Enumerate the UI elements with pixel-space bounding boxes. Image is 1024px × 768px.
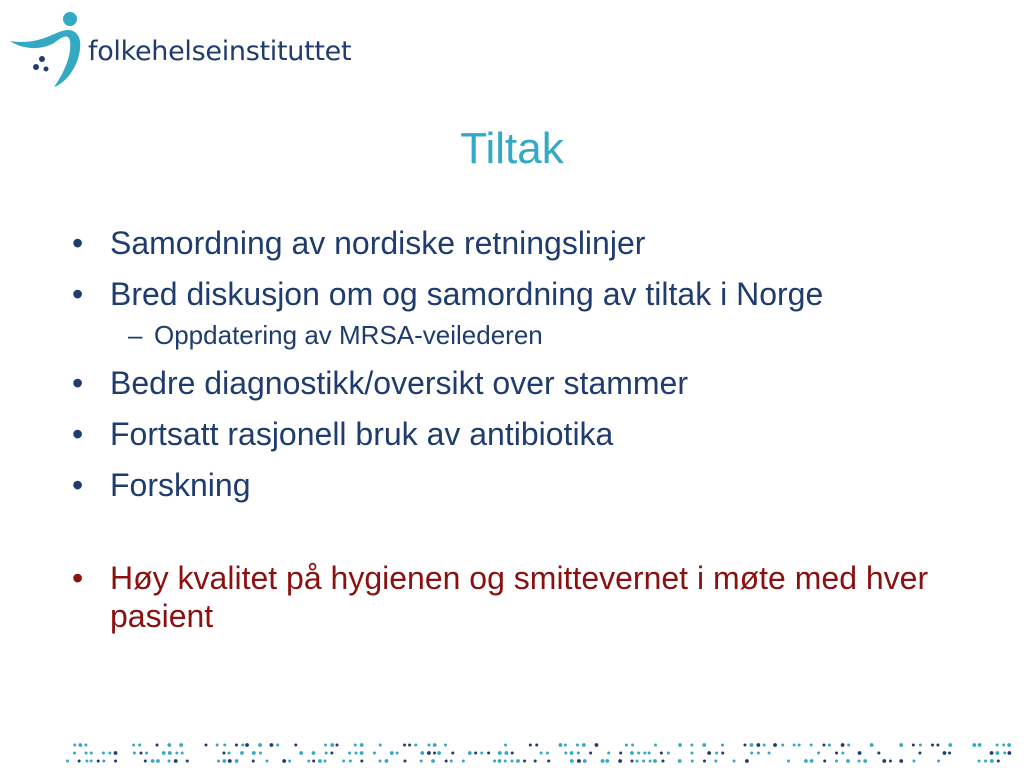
decorative-dot bbox=[601, 759, 605, 763]
decorative-dot bbox=[228, 752, 231, 755]
decorative-dot bbox=[931, 744, 934, 747]
decorative-dot bbox=[642, 760, 645, 763]
decorative-dot bbox=[66, 760, 69, 763]
decorative-dot bbox=[487, 752, 490, 755]
decorative-dot bbox=[643, 752, 646, 755]
decorative-dot bbox=[360, 751, 364, 755]
decorative-dot bbox=[678, 759, 682, 763]
decorative-dot bbox=[841, 743, 845, 747]
decorative-dot bbox=[258, 743, 262, 747]
decorative-dot bbox=[817, 752, 820, 755]
decorative-dot bbox=[1007, 743, 1011, 747]
decorative-dot bbox=[972, 743, 976, 747]
decorative-dot bbox=[750, 743, 754, 747]
decorative-dot bbox=[324, 744, 327, 747]
decorative-dot bbox=[330, 752, 333, 755]
decorative-dot bbox=[444, 744, 447, 747]
decorative-dot bbox=[102, 752, 105, 755]
decorative-dot bbox=[175, 752, 178, 755]
decorative-dot bbox=[145, 752, 148, 755]
decorative-dot bbox=[715, 752, 718, 755]
decorative-dot bbox=[605, 759, 609, 763]
decorative-dot bbox=[276, 744, 279, 747]
decorative-dot bbox=[181, 752, 184, 755]
decorative-dot bbox=[535, 744, 538, 747]
decorative-dot bbox=[763, 744, 766, 747]
decorative-dot bbox=[936, 744, 939, 747]
decorative-dot bbox=[348, 752, 351, 755]
decorative-dot bbox=[899, 743, 903, 747]
decorative-dot bbox=[721, 744, 724, 747]
decorative-dot bbox=[108, 752, 111, 755]
decorative-dot bbox=[703, 760, 706, 763]
decorative-dot bbox=[138, 744, 141, 747]
decorative-dot bbox=[396, 752, 399, 755]
bullet-item: • Forskning bbox=[72, 466, 1012, 504]
decorative-dot bbox=[498, 751, 502, 755]
decorative-dot bbox=[504, 744, 507, 747]
logo-figure-icon bbox=[6, 11, 82, 89]
decorative-dot bbox=[745, 759, 749, 763]
decorative-dot bbox=[997, 760, 1000, 763]
decorative-dot bbox=[403, 760, 406, 763]
decorative-dot bbox=[288, 760, 291, 763]
decorative-dot bbox=[918, 752, 921, 755]
decorative-dot bbox=[403, 744, 406, 747]
decorative-dot bbox=[863, 759, 867, 763]
decorative-dot bbox=[948, 743, 952, 747]
decorative-dot bbox=[462, 760, 465, 763]
decorative-dot bbox=[445, 760, 448, 763]
decorative-dot bbox=[162, 751, 166, 755]
decorative-dot bbox=[798, 744, 801, 747]
decorative-dot bbox=[750, 752, 753, 755]
decorative-dot bbox=[630, 760, 633, 763]
decorative-dot bbox=[132, 744, 135, 747]
decorative-dot bbox=[721, 752, 724, 755]
decorative-dot bbox=[228, 759, 232, 763]
decorative-dot bbox=[385, 759, 389, 763]
decorative-dot bbox=[433, 743, 437, 747]
decorative-dot bbox=[990, 751, 994, 755]
decorative-dot bbox=[582, 743, 586, 747]
decorative-dot bbox=[480, 752, 483, 755]
decorative-dot bbox=[630, 751, 634, 755]
decorative-dot bbox=[504, 751, 508, 755]
decorative-dot bbox=[133, 752, 136, 755]
decorative-dot bbox=[1002, 744, 1005, 747]
decorative-dot bbox=[714, 760, 717, 763]
decorative-dot bbox=[618, 759, 622, 763]
decorative-dot bbox=[835, 760, 838, 763]
decorative-dot bbox=[529, 744, 532, 747]
decorative-dot bbox=[259, 752, 262, 755]
decorative-dot bbox=[204, 744, 207, 747]
decorative-dot bbox=[312, 751, 316, 755]
decorative-dot bbox=[1003, 752, 1006, 755]
decorative-dot bbox=[102, 760, 105, 763]
decorative-dot bbox=[85, 760, 88, 763]
decorative-dot bbox=[168, 751, 172, 755]
decorative-dot bbox=[534, 760, 537, 763]
decorative-dot bbox=[570, 751, 574, 755]
decorative-dot bbox=[810, 744, 813, 747]
decorative-dot bbox=[139, 752, 142, 755]
decorative-dot bbox=[330, 743, 334, 747]
decorative-dot bbox=[702, 743, 706, 747]
decorative-dot bbox=[877, 752, 880, 755]
decorative-dot bbox=[252, 760, 255, 763]
decorative-dot bbox=[559, 743, 563, 747]
decorative-dot bbox=[607, 752, 610, 755]
decorative-dot bbox=[570, 759, 574, 763]
decorative-dot bbox=[667, 752, 670, 755]
decorative-dot bbox=[324, 760, 327, 763]
decorative-dot bbox=[114, 760, 117, 763]
decorative-dot bbox=[653, 759, 657, 763]
decorative-dot bbox=[349, 760, 352, 763]
decorative-dot bbox=[222, 752, 225, 755]
decorative-dot bbox=[595, 743, 599, 747]
decorative-dot bbox=[577, 752, 580, 755]
slide-title: Tiltak bbox=[460, 124, 564, 173]
decorative-dot bbox=[822, 744, 825, 747]
decorative-dot bbox=[282, 759, 286, 763]
decorative-dot bbox=[90, 760, 93, 763]
decorative-dot bbox=[733, 760, 736, 763]
decorative-dot bbox=[637, 752, 640, 755]
decorative-dot bbox=[636, 760, 639, 763]
decorative-dot bbox=[168, 760, 171, 763]
decorative-dot bbox=[73, 744, 76, 747]
decorative-dot bbox=[589, 752, 592, 755]
decorative-dot bbox=[90, 752, 93, 755]
decorative-dot bbox=[265, 760, 268, 763]
decorative-dot bbox=[564, 744, 567, 747]
decorative-dot bbox=[804, 759, 808, 763]
decorative-dot bbox=[235, 744, 238, 747]
decorative-dot bbox=[990, 759, 994, 763]
decorative-dot bbox=[174, 759, 178, 763]
decorative-dot bbox=[516, 759, 520, 763]
decorative-dot bbox=[504, 760, 507, 763]
decorative-dot bbox=[661, 760, 664, 763]
decorative-dot bbox=[114, 751, 118, 755]
decorative-dot bbox=[756, 743, 760, 747]
bullet-item: • Fortsatt rasjonell bruk av antibiotika bbox=[72, 415, 1012, 453]
decorative-dot bbox=[523, 760, 526, 763]
decorative-dot bbox=[757, 752, 760, 755]
decorative-dot bbox=[619, 752, 622, 755]
decorative-dot bbox=[1007, 751, 1011, 755]
decorative-dot bbox=[378, 760, 381, 763]
decorative-dot bbox=[78, 760, 81, 763]
spacer bbox=[72, 517, 1012, 559]
decorative-dot bbox=[511, 752, 514, 755]
decorative-dot bbox=[451, 752, 454, 755]
decorative-dot bbox=[943, 751, 947, 755]
decorative-dot bbox=[498, 759, 502, 763]
decorative-dot bbox=[564, 752, 567, 755]
decorative-dot bbox=[858, 751, 862, 755]
decorative-dot bbox=[241, 744, 244, 747]
decorative-dot bbox=[835, 752, 838, 755]
decorative-dot bbox=[678, 743, 682, 747]
decorative-dot bbox=[186, 760, 189, 763]
decorative-dot bbox=[889, 760, 892, 763]
decorative-dot bbox=[414, 744, 417, 747]
decorative-dot bbox=[649, 760, 652, 763]
decorative-dot bbox=[912, 744, 915, 747]
decorative-dot bbox=[841, 752, 844, 755]
decorative-dot bbox=[781, 744, 784, 747]
decorative-dot bbox=[167, 743, 171, 747]
decorative-dot bbox=[360, 760, 363, 763]
decorative-dot bbox=[948, 752, 951, 755]
decorative-dot bbox=[216, 744, 219, 747]
decorative-dot bbox=[299, 751, 303, 755]
decorative-dot bbox=[390, 751, 394, 755]
decorative-dot bbox=[85, 752, 88, 755]
decorative-dot bbox=[252, 751, 256, 755]
decorative-dot bbox=[325, 752, 328, 755]
decorative-dot bbox=[420, 751, 424, 755]
decorative-dot bbox=[690, 752, 693, 755]
decorative-dot bbox=[858, 760, 861, 763]
decorative-dot bbox=[318, 759, 322, 763]
decorative-dot bbox=[427, 751, 431, 755]
decorative-dot bbox=[810, 759, 814, 763]
sub-bullet-item: – Oppdatering av MRSA-veilederen bbox=[72, 320, 1012, 350]
decorative-dot bbox=[245, 743, 249, 747]
decorative-dot bbox=[420, 760, 423, 763]
decorative-dot bbox=[547, 760, 550, 763]
decorative-dot bbox=[493, 760, 496, 763]
decorative-dot bbox=[97, 760, 100, 763]
decorative-dot bbox=[978, 760, 981, 763]
decorative-dot bbox=[660, 752, 663, 755]
decorative-dot bbox=[179, 743, 183, 747]
decorative-dot bbox=[828, 744, 831, 747]
decorative-dot bbox=[433, 752, 436, 755]
decorative-dot bbox=[450, 760, 453, 763]
decorative-dot bbox=[73, 752, 76, 755]
decorative-dot bbox=[240, 751, 244, 755]
decorative-dot bbox=[379, 744, 382, 747]
decorative-dot bbox=[546, 752, 549, 755]
decorative-dot bbox=[427, 744, 430, 747]
decorative-dot bbox=[768, 752, 771, 755]
decorative-dot bbox=[235, 759, 239, 763]
decorative-dot bbox=[773, 743, 777, 747]
decorative-dot bbox=[156, 759, 160, 763]
decorative-dot bbox=[787, 760, 790, 763]
decorative-dot bbox=[899, 759, 903, 763]
decorative-dot bbox=[996, 744, 999, 747]
decorative-dot bbox=[270, 743, 274, 747]
decorative-dot bbox=[919, 744, 922, 747]
decorative-dot bbox=[511, 760, 514, 763]
logo-text: folkehelseinstituttet bbox=[88, 35, 352, 67]
decorative-dot bbox=[78, 743, 82, 747]
decorative-dot bbox=[307, 760, 310, 763]
decorative-dot bbox=[360, 743, 364, 747]
decorative-dot bbox=[223, 744, 226, 747]
decorative-dot bbox=[408, 744, 411, 747]
decorative-dot bbox=[631, 744, 634, 747]
decorative-dot bbox=[84, 744, 87, 747]
decorative-dot bbox=[576, 744, 579, 747]
decorative-dot bbox=[648, 752, 651, 755]
decorative-dot bbox=[978, 743, 982, 747]
decorative-dot bbox=[217, 760, 220, 763]
decorative-dot bbox=[996, 751, 1000, 755]
decorative-dot bbox=[312, 760, 315, 763]
decorative-dot bbox=[937, 760, 940, 763]
decorative-dot bbox=[744, 744, 747, 747]
decorative-dot bbox=[793, 744, 796, 747]
decorative-dot bbox=[468, 751, 472, 755]
decorative-dot bbox=[846, 759, 850, 763]
decorative-dot bbox=[474, 752, 477, 755]
decorative-dot bbox=[144, 760, 147, 763]
decorative-dot bbox=[373, 752, 376, 755]
bullet-item: • Bedre diagnostikk/oversikt over stammer bbox=[72, 364, 1012, 402]
decorative-dot-pattern bbox=[64, 740, 1024, 766]
bullet-item: • Samordning av nordiske retningslinjer bbox=[72, 224, 1012, 262]
decorative-dot bbox=[156, 744, 159, 747]
decorative-dot bbox=[823, 760, 826, 763]
decorative-dot bbox=[984, 760, 987, 763]
logo bbox=[6, 10, 351, 90]
decorative-dot bbox=[336, 744, 339, 747]
decorative-dot bbox=[690, 744, 693, 747]
highlight-bullet-item: • Høy kvalitet på hygienen og smittevernet i møte med hver pasient bbox=[72, 559, 1012, 635]
decorative-dot bbox=[707, 751, 711, 755]
decorative-dot bbox=[870, 743, 874, 747]
decorative-dot bbox=[222, 759, 226, 763]
decorative-dot bbox=[583, 759, 587, 763]
decorative-dot bbox=[691, 760, 694, 763]
bullet-item: • Bred diskusjon om og samordning av tiltak i Norge bbox=[72, 275, 1012, 313]
decorative-dot bbox=[654, 744, 657, 747]
decorative-dot bbox=[342, 760, 345, 763]
decorative-dot bbox=[354, 752, 357, 755]
decorative-dot bbox=[625, 744, 628, 747]
decorative-dot bbox=[294, 744, 297, 747]
decorative-dot bbox=[577, 759, 581, 763]
decorative-dot bbox=[912, 760, 915, 763]
decorative-dot bbox=[540, 752, 543, 755]
decorative-dot bbox=[431, 759, 435, 763]
decorative-dot bbox=[882, 759, 886, 763]
decorative-dot bbox=[437, 751, 441, 755]
decorative-dot bbox=[354, 744, 357, 747]
decorative-dot bbox=[847, 744, 850, 747]
bullet-list bbox=[72, 224, 1012, 648]
decorative-dot bbox=[151, 759, 155, 763]
